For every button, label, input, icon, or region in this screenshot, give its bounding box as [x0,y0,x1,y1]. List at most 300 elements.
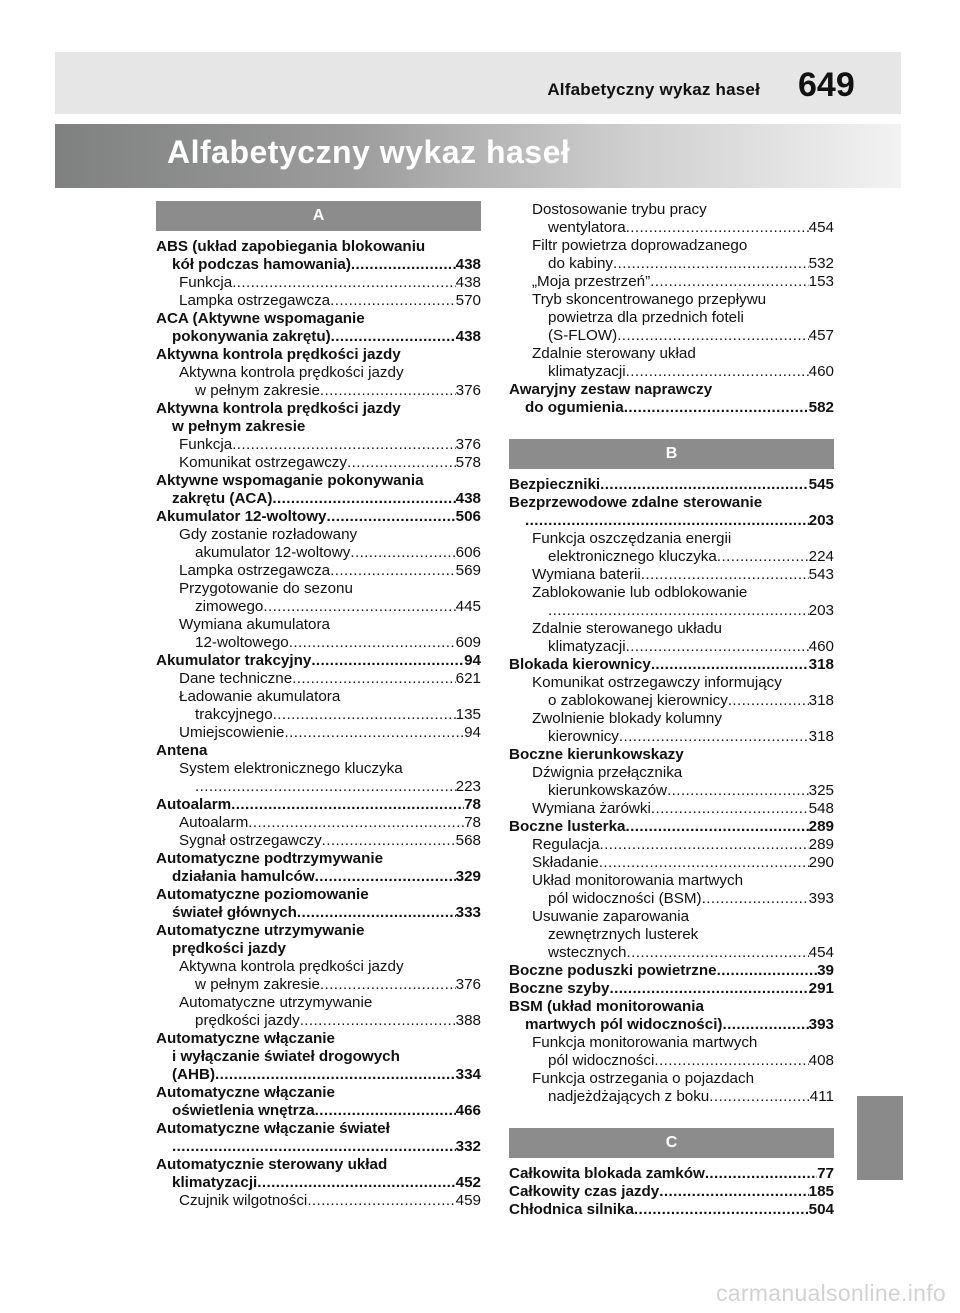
index-entry [509,381,834,417]
index-subentry [156,364,481,400]
index-entry [156,508,481,526]
index-entry [509,656,834,674]
entry-text: Automatyczne poziomowanie [156,886,369,903]
dot-leader [248,814,464,832]
entry-line [532,638,834,656]
entry-text: Zablokowanie lub odblokowanie [532,584,748,601]
entry-line [532,530,834,548]
dot-leader [307,1192,455,1210]
watermark: carmanualsonline.info [715,1280,946,1306]
entry-line [532,1088,834,1106]
entry-text: Bezpieczniki [509,476,601,493]
dot-leader [625,818,808,836]
dot-leader [600,476,809,494]
entry-line [532,584,834,602]
page-reference: 329 [455,868,481,885]
index-entry [509,1201,834,1219]
entry-text: Aktywna kontrola prędkości jazdy [179,364,404,381]
entry-line [179,526,481,544]
index-entry [156,886,481,922]
entry-text: Antena [156,742,208,759]
entry-line [179,454,481,472]
entry-text: Autoalarm [156,796,232,813]
entry-text: Komunikat ostrzegawczy informujący [532,674,782,691]
page-reference: 578 [455,454,481,471]
index-subentry [156,688,481,724]
entry-line [179,562,481,580]
entry-line [532,674,834,692]
page-reference: 325 [808,782,834,799]
page-reference: 438 [455,256,481,273]
entry-line [179,814,481,832]
entry-line [179,616,481,634]
entry-line [509,399,834,417]
entry-text: Wymiana żarówki [532,800,651,817]
entry-line [532,291,834,309]
entry-line [532,692,834,710]
entry-text: Całkowity czas jazdy [509,1183,660,1200]
index-subentry [509,908,834,962]
page-reference: 445 [455,598,481,615]
page-reference: 224 [808,548,834,565]
page-reference: 318 [808,656,834,673]
page-reference: 411 [809,1088,834,1105]
entry-text: Autoalarm [179,814,249,831]
dot-leader [705,1165,817,1183]
entry-text: Aktywna kontrola prędkości jazdy [179,958,404,975]
index-entry [509,818,834,836]
entry-line [179,598,481,616]
index-entry [509,746,834,764]
dot-leader [722,1016,808,1034]
dot-leader [231,796,464,814]
page-reference: 460 [808,363,834,380]
entry-line [156,1138,481,1156]
entry-text: Boczne poduszki powietrzne [509,962,717,979]
entry-line [156,904,481,922]
entry-text: (S-FLOW) [548,327,618,344]
page-reference: 94 [464,652,481,669]
entry-line [509,476,834,494]
index-subentry [156,292,481,310]
page-reference: 332 [455,1138,481,1155]
page-reference: 438 [455,328,481,345]
dot-leader [195,778,456,796]
index-subentry [509,836,834,854]
dot-leader [330,292,456,310]
index-subentry [509,273,834,291]
entry-line [179,544,481,562]
dot-leader [717,962,818,980]
entry-text: Filtr powietrza doprowadzanego [532,237,748,254]
index-entry [156,238,481,274]
entry-text: Bezprzewodowe zdalne sterowanie [509,494,763,511]
dot-leader [619,728,809,746]
index-subentry [156,436,481,454]
entry-text: Boczne lusterka [509,818,626,835]
entry-line [509,1201,834,1219]
entry-line [532,854,834,872]
dot-leader [626,219,809,237]
page-reference: 438 [455,490,481,507]
entry-text: pokonywania zakrętu) [172,328,331,345]
index-entry [509,980,834,998]
dot-leader [215,1066,456,1084]
dot-leader [351,256,456,274]
entry-text: Akumulator trakcyjny [156,652,312,669]
entry-text: Boczne szyby [509,980,610,997]
index-column-right [509,201,834,1219]
entry-text: Dostosowanie trybu pracy [532,201,707,218]
index-entry [509,998,834,1034]
page-reference: 291 [808,980,834,997]
entry-line [532,327,834,345]
entry-line [509,1016,834,1034]
entry-text: Funkcja [179,436,233,453]
page-reference: 393 [808,890,834,907]
page-title: Alfabetyczny wykaz haseł [167,134,571,170]
entry-line [509,494,834,512]
index-subentry [509,1034,834,1070]
page-reference: 78 [464,814,481,831]
dot-leader [654,1052,808,1070]
page-reference: 393 [808,1016,834,1033]
entry-line [156,652,481,670]
entry-text: Wymiana akumulatora [179,616,330,633]
page-reference: 203 [808,602,834,619]
dot-leader [548,602,809,620]
index-entry [156,346,481,364]
index-subentry [509,800,834,818]
index-entry [156,922,481,958]
index-subentry [509,854,834,872]
entry-line [179,382,481,400]
entry-text: Akumulator 12-woltowy [156,508,327,525]
entry-text: świateł głównych [172,904,297,921]
entry-text: Funkcja monitorowania martwych [532,1034,758,1051]
page-reference: 506 [455,508,481,525]
entry-line [156,1174,481,1192]
letter-heading: C [509,1128,834,1158]
entry-line [179,724,481,742]
entry-line [509,381,834,399]
entry-text: nadjeżdżających z boku [548,1088,710,1105]
entry-line [532,944,834,962]
dot-leader [320,976,456,994]
entry-line [532,602,834,620]
entry-text: klimatyzacji [172,1174,258,1191]
page-reference: 135 [455,706,481,723]
dot-leader [702,890,809,908]
index-subentry [156,562,481,580]
entry-text: Umiejscowienie [179,724,285,741]
entry-text: w pełnym zakresie [195,976,320,993]
entry-text: Automatyczne utrzymywanie [156,922,365,939]
entry-text: Chłodnica silnika [509,1201,634,1218]
entry-line [156,1120,481,1138]
dot-leader [350,544,455,562]
entry-line [532,728,834,746]
entry-line [179,634,481,652]
entry-text: 12-woltowego [195,634,289,651]
entry-text: prędkości jazdy [172,940,286,957]
page-reference: 606 [455,544,481,561]
page-reference: 457 [808,327,834,344]
header-band [55,52,901,114]
index-entry [156,850,481,886]
entry-text: Aktywne wspomaganie pokonywania [156,472,424,489]
index-subentry [509,764,834,800]
entry-line [532,219,834,237]
entry-line [179,274,481,292]
index-entry [156,742,481,760]
entry-text: Ładowanie akumulatora [179,688,341,705]
entry-text: wstecznych [548,944,627,961]
dot-leader [172,1138,456,1156]
dot-leader [609,980,808,998]
dot-leader [285,724,465,742]
page-reference: 438 [455,274,481,291]
dot-leader [634,1201,809,1219]
dot-leader [315,868,456,886]
entry-line [156,796,481,814]
page-reference: 78 [464,796,481,813]
dot-leader [641,566,809,584]
index-subentry [509,674,834,710]
entry-text: o zablokowanej kierownicy [548,692,728,709]
page-reference: 77 [817,1165,834,1182]
entry-line [532,201,834,219]
entry-text: do ogumienia [525,399,624,416]
page-reference: 153 [808,273,834,290]
entry-line [156,490,481,508]
entry-text: do kabiny [548,255,614,272]
entry-text: Zwolnienie blokady kolumny [532,710,722,727]
entry-line [156,418,481,436]
dot-leader [289,634,456,652]
index-entry [509,1183,834,1201]
entry-text: Regulacja [532,836,600,853]
entry-text: kierunkowskazów [548,782,668,799]
letter-heading: B [509,439,834,469]
entry-line [156,922,481,940]
entry-text: Usuwanie zaparowania [532,908,690,925]
entry-line [156,1030,481,1048]
entry-text: zakrętu (ACA) [172,490,273,507]
page-reference: 545 [808,476,834,493]
entry-line [532,566,834,584]
dot-leader [232,274,455,292]
entry-text: Funkcja ostrzegania o pojazdach [532,1070,755,1087]
entry-text: prędkości jazdy [195,1012,300,1029]
index-entry [156,652,481,670]
entry-line [532,548,834,566]
entry-line [156,868,481,886]
index-subentry [509,1070,834,1106]
page-reference: 459 [455,1192,481,1209]
entry-line [532,1034,834,1052]
entry-line [509,998,834,1016]
entry-text: System elektronicznego kluczyka [179,760,403,777]
entry-text: Automatyczne włączanie [156,1084,335,1101]
entry-text: ABS (układ zapobiegania blokowaniu [156,238,426,255]
entry-line [532,764,834,782]
entry-line [532,273,834,291]
entry-text: wentylatora [548,219,626,236]
entry-text: Blokada kierownicy [509,656,651,673]
entry-line [179,958,481,976]
dot-leader [667,782,809,800]
entry-line [156,328,481,346]
entry-text: Przygotowanie do sezonu [179,580,353,597]
entry-text: ACA (Aktywne wspomaganie [156,310,365,327]
entry-line [179,976,481,994]
index-entry [156,796,481,814]
entry-text: BSM (układ monitorowania [509,998,704,1015]
page-reference: 548 [808,800,834,817]
dot-leader [717,548,809,566]
dot-leader [257,1174,455,1192]
entry-line [532,237,834,255]
entry-line [509,746,834,764]
dot-leader [311,652,464,670]
entry-text: zimowego [195,598,264,615]
page-number: 649 [798,66,855,104]
index-subentry [156,580,481,616]
entry-text: kół podczas hamowania) [172,256,351,273]
entry-text: Lampka ostrzegawcza [179,562,331,579]
page-reference: 466 [455,1102,481,1119]
entry-line [156,472,481,490]
dot-leader [626,363,809,381]
entry-line [179,994,481,1012]
entry-line [179,292,481,310]
entry-line [179,364,481,382]
dot-leader [331,328,456,346]
entry-line [532,1052,834,1070]
entry-text: kierownicy [548,728,619,745]
index-subentry [156,832,481,850]
entry-line [156,1102,481,1120]
dot-leader [297,904,456,922]
page-reference: 454 [808,219,834,236]
entry-text: pól widoczności [548,1052,655,1069]
entry-text: w pełnym zakresie [172,418,306,435]
entry-line [179,580,481,598]
entry-text: Składanie [532,854,599,871]
entry-line [509,1165,834,1183]
entry-text: „Moja przestrzeń” [532,273,651,290]
dot-leader [709,1088,810,1106]
page-reference: 532 [808,255,834,272]
page-reference: 621 [455,670,481,687]
entry-text: Dane techniczne [179,670,293,687]
dot-leader [292,670,456,688]
index-entry [156,1030,481,1084]
entry-line [156,1156,481,1174]
index-entry [509,494,834,530]
index-subentry [509,710,834,746]
entry-line [532,309,834,327]
page-reference: 289 [808,818,834,835]
entry-text: Automatyczne włączanie świateł [156,1120,390,1137]
page-reference: 454 [808,944,834,961]
page-reference: 460 [808,638,834,655]
page-reference: 333 [455,904,481,921]
index-entry [156,1084,481,1120]
entry-line [532,872,834,890]
entry-line [532,620,834,638]
index-subentry [509,566,834,584]
entry-text: Sygnał ostrzegawczy [179,832,322,849]
entry-line [156,886,481,904]
entry-line [179,436,481,454]
entry-text: Dźwignia przełącznika [532,764,683,781]
entry-line [532,1070,834,1088]
entry-text: Funkcja oszczędzania energii [532,530,732,547]
entry-line [156,850,481,868]
entry-text: elektronicznego kluczyka [548,548,717,565]
entry-line [156,346,481,364]
page-reference: 569 [455,562,481,579]
entry-text: trakcyjnego [195,706,273,723]
dot-leader [232,436,455,454]
entry-line [532,908,834,926]
entry-line [532,782,834,800]
index-subentry [509,345,834,381]
entry-text: Funkcja [179,274,233,291]
entry-line [156,508,481,526]
page-reference: 504 [808,1201,834,1218]
entry-line [532,363,834,381]
entry-line [156,742,481,760]
entry-text: Automatyczne utrzymywanie [179,994,373,1011]
entry-line [179,688,481,706]
index-subentry [156,724,481,742]
index-subentry [156,994,481,1030]
page-reference: 223 [455,778,481,795]
page-reference: 452 [455,1174,481,1191]
entry-line [532,255,834,273]
page-reference: 334 [455,1066,481,1083]
page-reference: 376 [455,436,481,453]
dot-leader [627,944,809,962]
dot-leader [330,562,456,580]
entry-text: Gdy zostanie rozładowany [179,526,358,543]
dot-leader [600,836,809,854]
dot-leader [322,832,456,850]
page-reference: 582 [808,399,834,416]
entry-line [156,256,481,274]
entry-text: Lampka ostrzegawcza [179,292,331,309]
dot-leader [263,598,455,616]
index-subentry [509,201,834,237]
index-subentry [509,620,834,656]
entry-text: i wyłączanie świateł drogowych [172,1048,400,1065]
entry-line [156,400,481,418]
page-reference: 39 [817,962,834,979]
index-subentry [156,1192,481,1210]
entry-line [509,1183,834,1201]
entry-line [156,1084,481,1102]
dot-leader [347,454,456,472]
entry-text: Komunikat ostrzegawczy [179,454,347,471]
entry-line [156,1048,481,1066]
page-reference: 388 [455,1012,481,1029]
entry-line [532,926,834,944]
entry-line [509,980,834,998]
letter-heading: A [156,201,481,231]
